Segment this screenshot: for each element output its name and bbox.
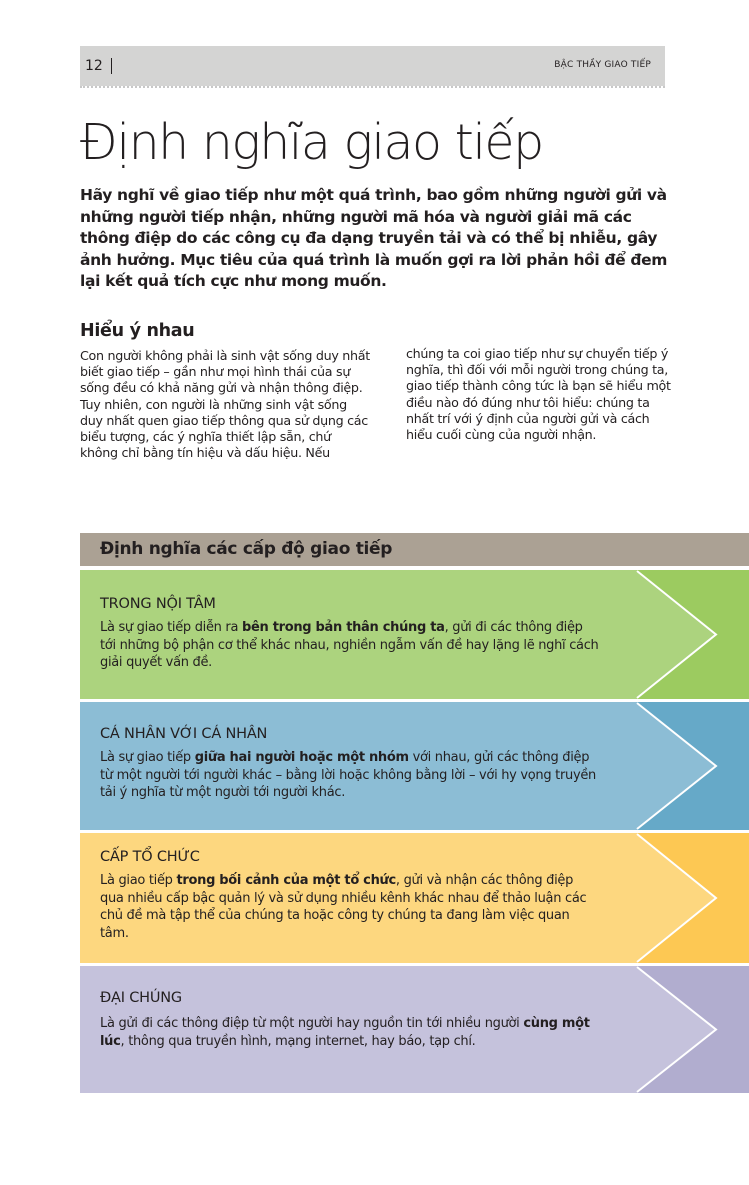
level-text-after: , gửi đi các thông điệp tới những bộ phận cơ thể khác nhau, nghiền ngẫm vấn đề hay lặng lẽ nghĩ cách giải quyết vấn đề.: [100, 620, 599, 671]
level-band-organizational: [80, 833, 749, 963]
level-text-before: Là sự giao tiếp diễn ra: [100, 620, 242, 635]
section-heading: Hiểu ý nhau: [80, 321, 195, 341]
level-text-before: Là gửi đi các thông điệp từ một người hay nguồn tin tới nhiều người: [100, 1016, 524, 1031]
levels-table-title-text: Định nghĩa các cấp độ giao tiếp: [100, 539, 393, 559]
level-text-before: Là sự giao tiếp: [100, 750, 195, 765]
level-text-after: với nhau, gửi các thông điệp từ một người tới người khác – bằng lời hoặc không bằng lời – với hy vọng truyền tải ý nghĩa từ một người tới người khác.: [100, 750, 596, 801]
level-text-before: Là giao tiếp: [100, 873, 177, 888]
page-number: 12: [85, 58, 112, 74]
level-description: [100, 1015, 600, 1050]
level-text-after: , thông qua truyền hình, mạng internet, hay báo, tạp chí.: [120, 1033, 476, 1049]
level-band-mass: [80, 966, 749, 1093]
page-title: Định nghĩa giao tiếp: [80, 114, 543, 171]
level-band-intrapersonal: [80, 570, 749, 699]
level-label: CẤP TỔ CHỨC: [100, 849, 200, 865]
running-header: [80, 46, 665, 86]
level-label: CÁ NHÂN VỚI CÁ NHÂN: [100, 726, 268, 742]
level-label: TRONG NỘI TÂM: [100, 596, 216, 612]
level-text-bold: cùng một lúc: [100, 1016, 590, 1049]
level-text-bold: trong bối cảnh của một tổ chức: [176, 873, 396, 888]
levels-table-title: [80, 533, 749, 566]
level-band-interpersonal: [80, 702, 749, 830]
body-column-right: chúng ta coi giao tiếp như sự chuyển tiếp ý nghĩa, thì đối với mỗi người trong chúng ta, giao tiếp thành công tức là bạn sẽ hiểu một điều nào đó đúng như tôi hiểu: chúng ta nhất trí với ý định của người gửi và cách hiểu cuối cùng của người nhận.: [406, 346, 671, 443]
body-column-left: Con người không phải là sinh vật sống duy nhất biết giao tiếp – gần như mọi hình thái của sự sống đều có khả năng gửi và nhận thông điệp. Tuy nhiên, con người là những sinh vật sống duy nhất quen giao tiếp thông qua sử dụng các biểu tượng, các ý nghĩa thiết lập sẵn, chứ không chỉ bằng tín hiệu và dấu hiệu. Nếu: [80, 348, 370, 461]
level-text-bold: bên trong bản thân chúng ta: [241, 620, 445, 635]
intro-paragraph: Hãy nghĩ về giao tiếp như một quá trình, bao gồm những người gửi và những người tiếp nhận, những người mã hóa và người giải mã các thông điệp do các công cụ đa dạng truyền tải và có thể bị nhiễu, gây ảnh hưởng. Mục tiêu của quá trình là muốn gợi ra lời phản hồi để đem lại kết quả tích cực như mong muốn.: [80, 186, 668, 291]
level-description: [100, 619, 600, 672]
header-dotted-rule: [80, 86, 665, 88]
level-description: [100, 749, 600, 802]
level-label: ĐẠI CHÚNG: [100, 990, 182, 1006]
level-text-after: , gửi và nhận các thông điệp qua nhiều cấp bậc quản lý và sử dụng nhiều kênh khác nhau để thảo luận các chủ đề mà tập thể của chúng ta hoặc công ty chúng ta đang làm việc quan tâm.: [100, 873, 587, 941]
book-title: BẬC THẦY GIAO TIẾP: [554, 60, 651, 70]
level-description: [100, 872, 600, 942]
level-text-bold: giữa hai người hoặc một nhóm: [194, 750, 409, 765]
